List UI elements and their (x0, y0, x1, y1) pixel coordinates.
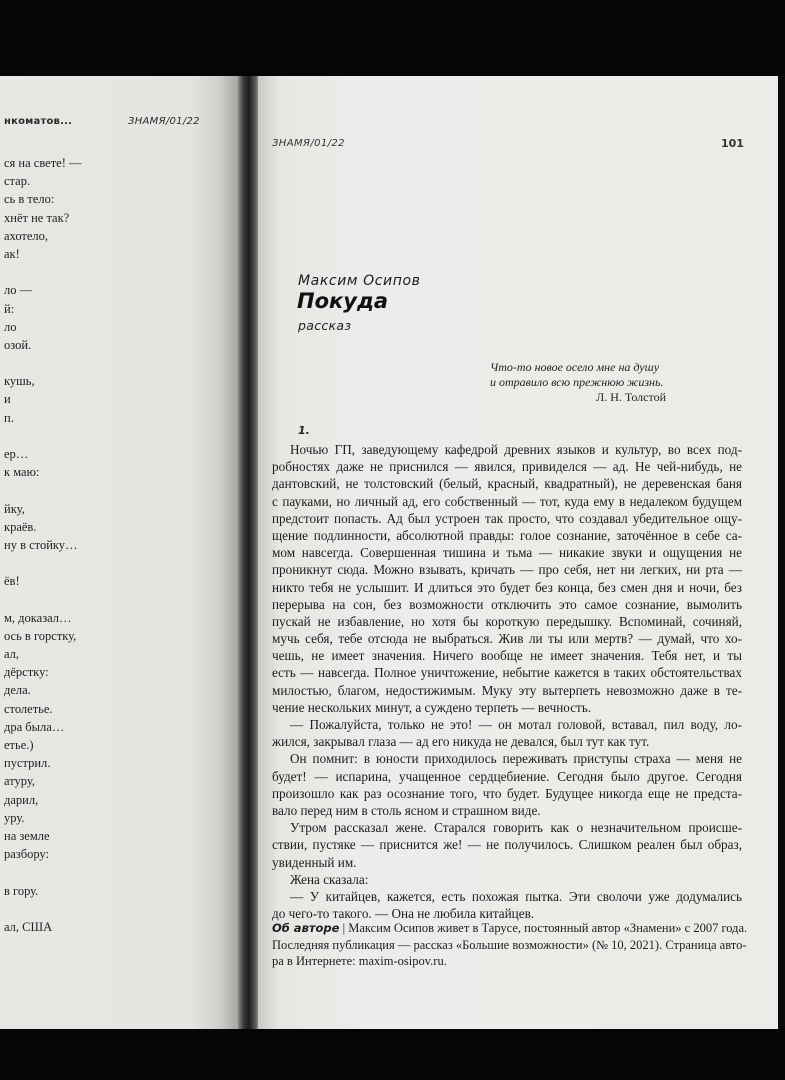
epigraph-attribution: Л. Н. Толстой (596, 390, 666, 404)
left-text-line: уру. (4, 810, 25, 825)
left-text-line: ак! (4, 246, 20, 261)
left-text-line (4, 863, 234, 881)
left-text-line: краёв. (4, 519, 37, 534)
left-text-line: сь в тело: (4, 192, 55, 207)
left-text-line: ло — (4, 283, 33, 298)
about-line (272, 920, 748, 937)
book-spread (0, 76, 785, 1029)
right-page (258, 76, 778, 1029)
epigraph-line: Что-то новое осело мне на душу (490, 360, 660, 374)
section-number: 1. (298, 424, 310, 437)
body-text-line: мучь себя, тебе отсюда не выбраться. Жив ли ты или мертв? — думай, что хо- (272, 631, 742, 647)
body-text-line: Жена сказала: (290, 871, 369, 887)
epigraph (490, 360, 710, 405)
left-text-line: столетье. (4, 701, 53, 716)
left-text-line (4, 900, 234, 918)
body-text-line: Утром рассказал жене. Старался говорить как о незначительном происше- (290, 820, 742, 836)
left-text-line: к маю: (4, 465, 40, 480)
left-text-line (4, 263, 234, 281)
left-text-line: ось в горстку, (4, 628, 77, 643)
left-text-line: ал, (4, 647, 20, 662)
left-text-line: в гору. (4, 883, 39, 898)
left-text-line (4, 554, 234, 572)
left-text-line: дарил, (4, 792, 39, 807)
left-text-line: ся на свете! — (4, 156, 82, 170)
left-text-line: ахотело, (4, 228, 49, 243)
left-text-line (4, 481, 234, 499)
page-number: 101 (721, 137, 744, 150)
left-text-line: атуру, (4, 774, 35, 789)
left-text-line: м, доказал… (4, 610, 72, 625)
body-text-line: вало перед ним в столь ясном и страшном виде. (272, 802, 541, 818)
left-text-line: ну в стойку… (4, 537, 78, 552)
about-line: ра в Интернете: maxim-osipov.ru. (272, 954, 447, 968)
body-text-line: чешь, не имеет значения. Ничего вообще не имеет значения. Тебя нет, и ты (272, 648, 742, 664)
left-text-line (4, 591, 234, 609)
body-text-line: дантовский, не толстовский (белый, красный, квадратный), не деревенская баня (272, 476, 742, 492)
left-journal-name: ЗНАМЯ/01/22 (128, 116, 200, 127)
body-text-line: увиденный им. (272, 854, 357, 870)
left-text-line: на земле (4, 828, 50, 843)
left-text-line: хнёт не так? (4, 210, 70, 225)
about-label: Об авторе (272, 921, 340, 935)
body-text-line: произошло как раз осознание того, что будет. Будущее никогда еще не предста- (272, 785, 742, 801)
body-text-line: жился, закрывал глаза — ад его никуда не девался, был тут как тут. (272, 734, 650, 750)
left-text-line: ер… (4, 447, 29, 461)
story-genre: рассказ (298, 318, 352, 333)
left-text-line: ал, США (4, 919, 53, 934)
body-text-line: Он помнит: в юности приходилось переживать приступы страха — меня не (290, 751, 742, 767)
body-text-line: проникнут сюда. Можно взывать, кричать — про себя, нет ни легких, ни рта — (272, 562, 742, 578)
left-text-line: п. (4, 410, 14, 425)
left-text-line: етье.) (4, 738, 34, 752)
body-text-line: — У китайцев, кажется, есть похожая пытка. Эти сволочи уже додумались (290, 888, 742, 904)
body-text-line: робностях даже не приснился — явился, привиделся — ад. Не чей-нибудь, не (272, 459, 742, 475)
left-text-line (4, 354, 234, 372)
about-line: Последняя публикация — рассказ «Большие возможности» (№ 10, 2021). Страница авто- (272, 937, 747, 952)
body-text-line: ствии, пустяке — приснится же! — не получилось. Слишком реален был образ, (272, 837, 742, 853)
body-text-line: — Пожалуйста, только не это! — он мотал головой, вставал, пил воду, ло- (290, 717, 742, 732)
body-text-line: чение нескольких минут, а суждено терпеть — вечность. (272, 699, 592, 715)
left-text-line: йку, (4, 501, 25, 516)
about-text: Максим Осипов живет в Тарусе, постоянный автор «Знамени» с 2007 года. (348, 921, 748, 935)
left-text-line: ёв! (4, 574, 20, 589)
page-edge (778, 76, 785, 1029)
body-text-line: есть — навсегда. Полное уничтожение, небытие кажется в таких обстоятельствах (272, 665, 742, 681)
left-text-line: дра была… (4, 719, 65, 734)
body-text-line: предстоит попасть. Ад был устроен так просто, что создавал убедительное ощу- (272, 510, 742, 526)
body-text-line: будет! — испарина, учащенное сердцебиение. Сегодня было другое. Сегодня (272, 768, 742, 784)
about-separator: | (339, 921, 349, 935)
left-text-line: ло (4, 319, 17, 334)
left-running-title: нкоматов... (4, 116, 73, 127)
left-text-line: озой. (4, 337, 32, 352)
author-name: Максим Осипов (298, 273, 421, 289)
left-text-line (4, 427, 234, 445)
left-poem-text (4, 154, 234, 936)
body-text-line: пускай не избавление, но хотя бы короткую передышку. Вспоминай, сочиняй, (272, 613, 742, 629)
left-text-line: дела. (4, 683, 31, 698)
left-text-line: дёрстку: (4, 665, 49, 680)
left-text-line: стар. (4, 174, 31, 189)
right-journal-name: ЗНАМЯ/01/22 (272, 138, 345, 149)
body-text-line: щение подлинности, абсолютной правды: голое сознание, заточённое в себе са- (272, 527, 742, 543)
body-text-line: мом навсегда. Совершенная тишина и тьма — никакие звуки и ощущения не (272, 545, 742, 561)
body-text-line: с пауками, но личный ад, его собственный — тот, куда ему в недалеком будущем (272, 493, 742, 509)
left-text-line: пустрил. (4, 756, 51, 771)
left-text-line: и (4, 392, 11, 407)
book-gutter (238, 76, 260, 1029)
story-body (272, 441, 742, 922)
left-text-line: разбору: (4, 847, 49, 862)
story-title: Покуда (297, 289, 389, 313)
body-text-line: до чего-то такого. — Она не любила китайцев. (272, 906, 535, 922)
left-text-line: кушь, (4, 374, 35, 389)
body-text-line: перерыва на сон, без возможности отключить это самое сознание, вымолить (272, 596, 742, 612)
about-author (272, 920, 748, 970)
left-text-line: й: (4, 301, 15, 316)
body-text-line: Ночью ГП, заведующему кафедрой древних языков и культур, во всех под- (290, 442, 742, 457)
epigraph-line: и отравило всю прежнюю жизнь. (490, 375, 664, 389)
body-text-line: никто тебя не услышит. И длиться это будет без конца, без смен дня и ночи, без (272, 579, 742, 595)
left-page (0, 76, 238, 1029)
body-text-line: милостью, благом, недостижимым. Муку эту вытерпеть невозможно даже в те- (272, 682, 742, 698)
